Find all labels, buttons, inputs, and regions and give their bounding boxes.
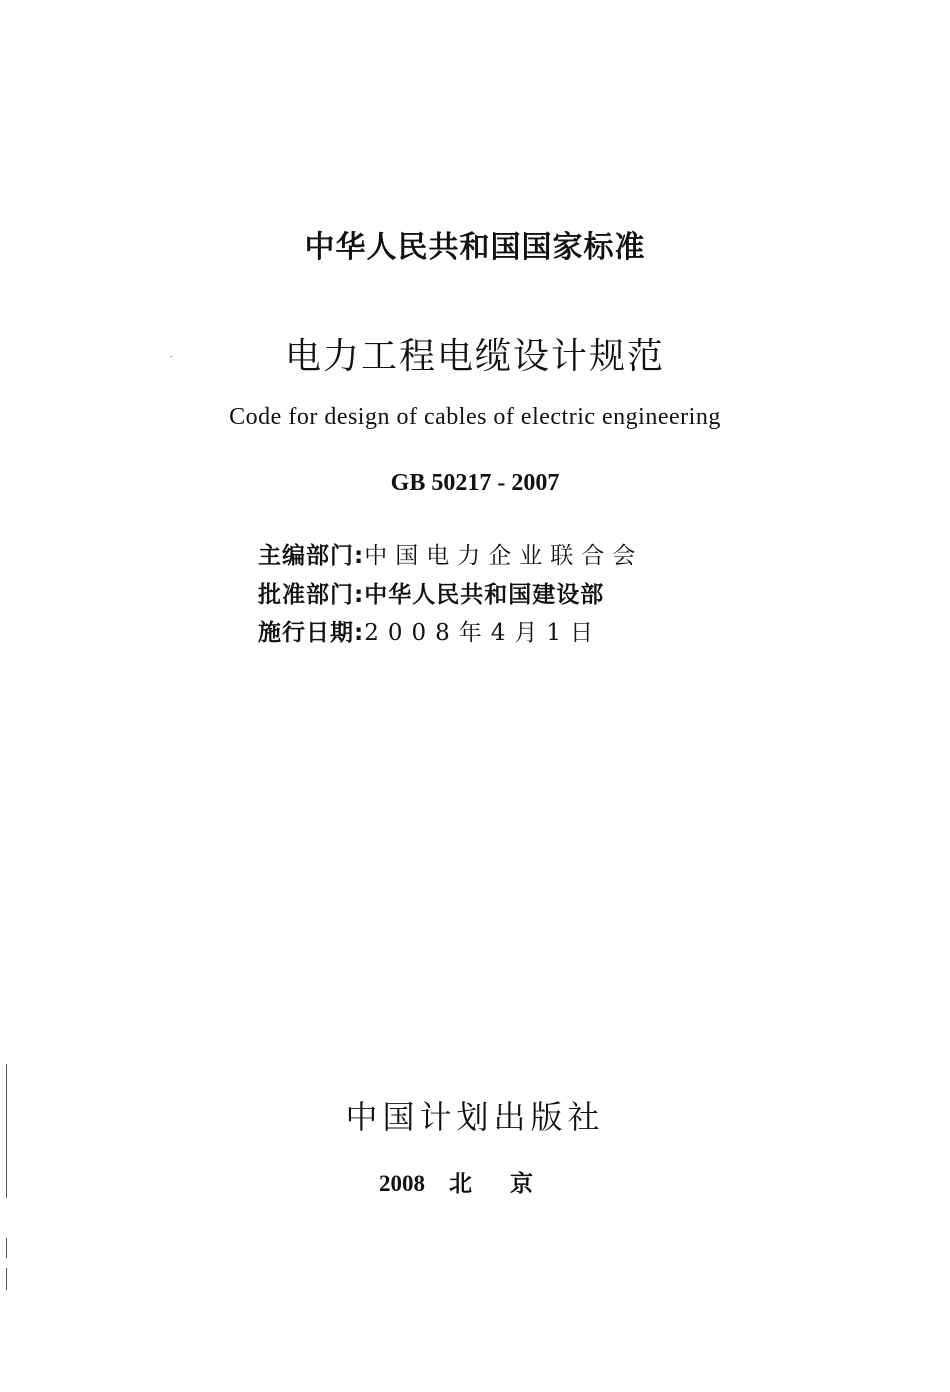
title-english: Code for design of cables of electric engineering [229, 404, 721, 430]
binding-edge-mark [6, 1268, 7, 1290]
approver-label: 批准部门: [258, 582, 365, 608]
publisher-name: 中国计划出版社 [345, 1098, 605, 1136]
publication-year: 2008 [379, 1171, 425, 1196]
chief-editor-label: 主编部门: [258, 543, 365, 569]
standard-category: 中华人民共和国国家标准 [304, 230, 646, 265]
binding-edge-mark [6, 1238, 7, 1258]
publication-line [0, 1165, 950, 1198]
binding-edge-mark [6, 1064, 7, 1198]
effective-date-value: 2008年4月1日 [364, 620, 603, 646]
approver-value: 中华人民共和国建设部 [364, 582, 605, 608]
title-chinese: 电力工程电缆设计规范 [284, 336, 665, 377]
publication-city: 北京 [449, 1171, 571, 1197]
chief-editor-line [258, 537, 678, 570]
chief-editor-value: 中国电力企业联合会 [364, 543, 644, 569]
effective-date-label: 施行日期: [258, 620, 365, 646]
standard-code: GB 50217 - 2007 [390, 470, 560, 496]
approver-line [258, 576, 678, 609]
effective-date-line [258, 614, 678, 647]
